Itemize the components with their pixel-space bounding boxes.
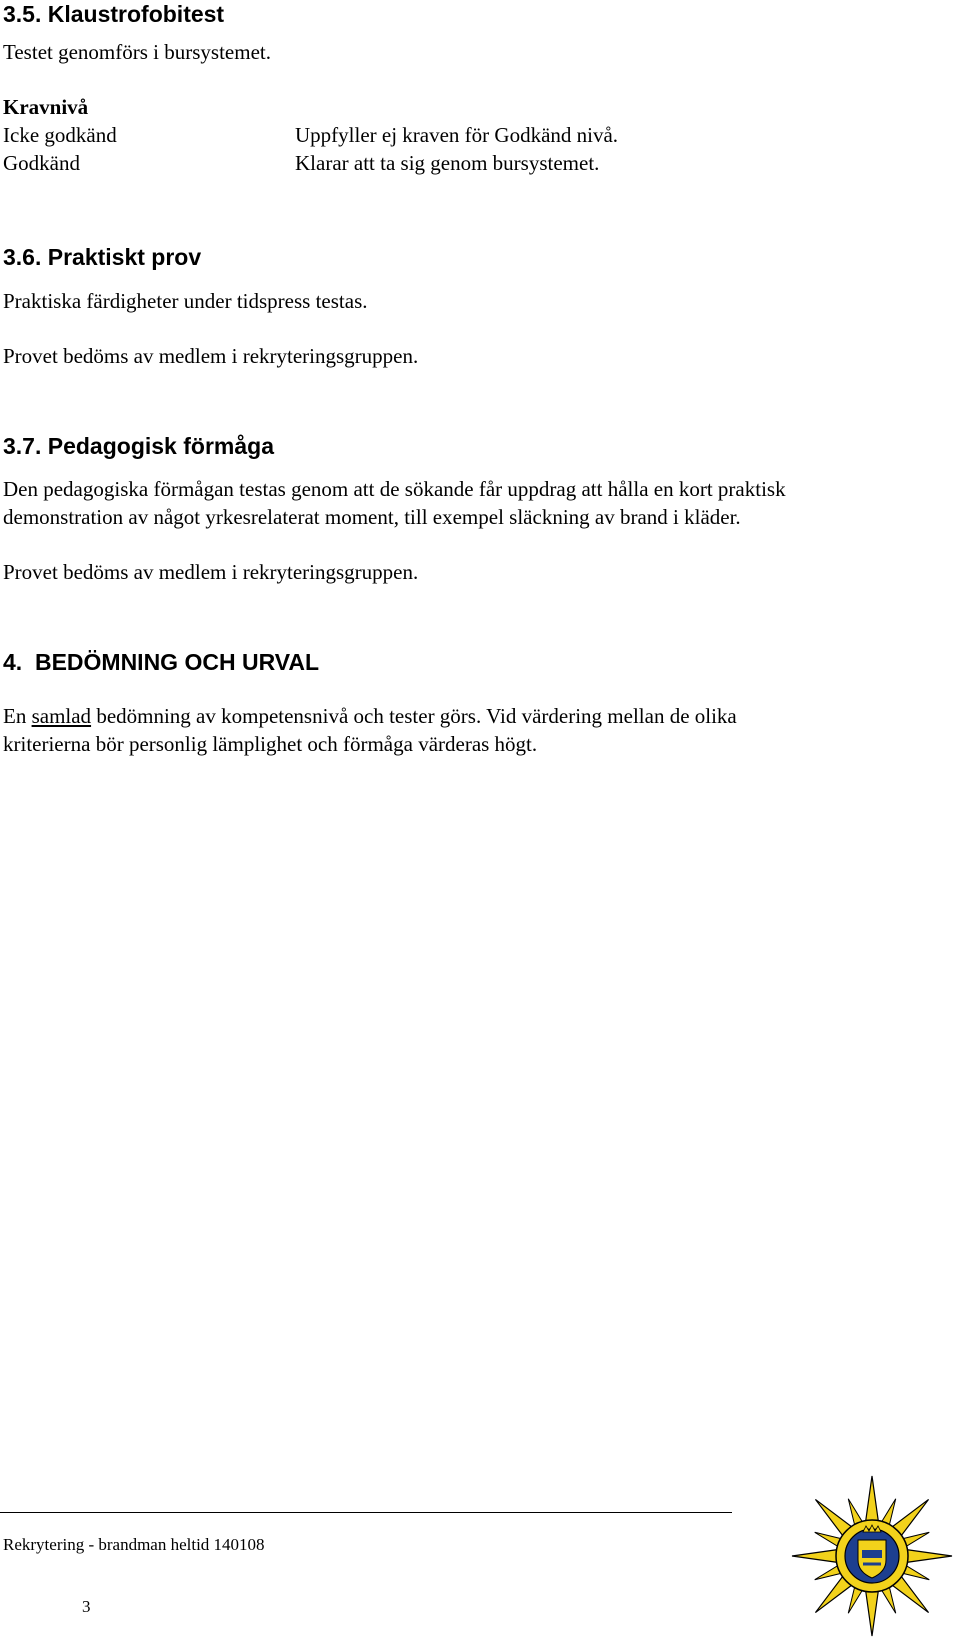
footer-rule xyxy=(0,1512,732,1513)
page-number: 3 xyxy=(82,1597,91,1616)
section-4-p1-underlined: samlad xyxy=(31,704,92,728)
uppsala-brandforsvar-logo xyxy=(790,1474,954,1638)
kravniva-label: Kravnivå xyxy=(3,95,89,119)
section-3-6-p2: Provet bedöms av medlem i rekryteringsgruppen. xyxy=(3,344,419,368)
footer-text: Rekrytering - brandman heltid 140108 xyxy=(3,1535,265,1554)
level-godkand-desc: Klarar att ta sig genom bursystemet. xyxy=(295,151,600,175)
section-3-6-p1: Praktiska färdigheter under tidspress testas. xyxy=(3,289,368,313)
level-icke-godkand: Icke godkänd xyxy=(3,123,117,147)
emblem-icon xyxy=(790,1474,954,1638)
section-3-7-p1-line1: Den pedagogiska förmågan testas genom att de sökande får uppdrag att hålla en kort praktisk xyxy=(3,477,786,501)
section-3-7-p2: Provet bedöms av medlem i rekryteringsgruppen. xyxy=(3,560,419,584)
section-4-p1-line2: kriterierna bör personlig lämplighet och förmåga värderas högt. xyxy=(3,732,538,756)
section-4-p1-pre: En xyxy=(3,704,32,728)
section-3-6-heading: 3.6. Praktiskt prov xyxy=(3,244,202,270)
section-3-5-heading: 3.5. Klaustrofobitest xyxy=(3,1,225,27)
section-4-p1-line1 xyxy=(3,702,737,730)
section-4-p1-post: bedömning av kompetensnivå och tester görs. Vid värdering mellan de olika xyxy=(91,704,737,728)
section-3-7-p1-line2: demonstration av något yrkesrelaterat moment, till exempel släckning av brand i kläder. xyxy=(3,505,741,529)
section-3-5-intro: Testet genomförs i bursystemet. xyxy=(3,40,271,64)
level-icke-godkand-desc: Uppfyller ej kraven för Godkänd nivå. xyxy=(295,123,619,147)
section-3-7-heading: 3.7. Pedagogisk förmåga xyxy=(3,433,274,459)
section-4-heading: 4. BEDÖMNING OCH URVAL xyxy=(3,649,320,675)
level-godkand: Godkänd xyxy=(3,151,80,175)
